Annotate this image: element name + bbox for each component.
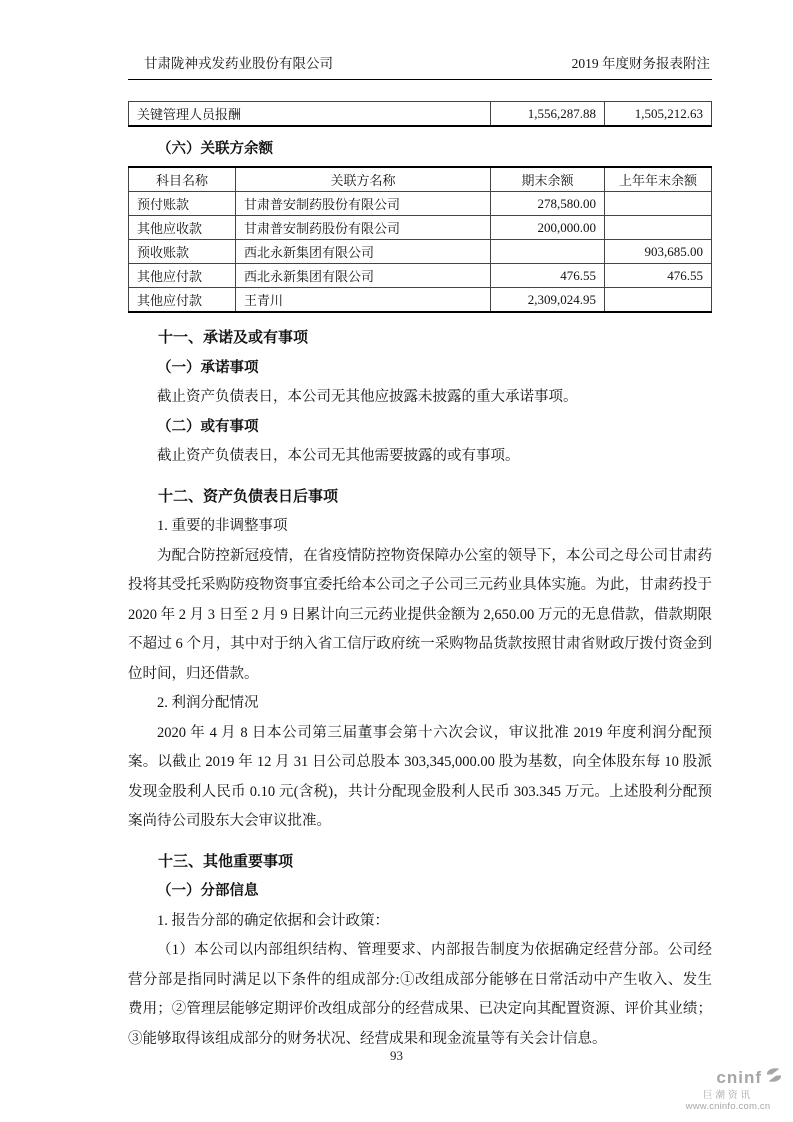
contingencies-subheading: （二）或有事项 xyxy=(157,418,259,435)
cninfo-chinese-name: 巨潮资讯 xyxy=(702,1090,753,1102)
column-header-party: 关联方名称 xyxy=(236,167,491,192)
subject-cell: 预收账款 xyxy=(129,240,236,264)
header-doc-title: 2019 年度财务报表附注 xyxy=(571,56,710,71)
cninfo-logo-top xyxy=(672,1065,784,1090)
non-adjusting-events-paragraph: 为配合防控新冠疫情，在省疫情防控物资保障办公室的领导下，本公司之母公司甘肃药投将其受托采购防疫物资事宜委托给本公司之子公司三元药业具体实施。为此，甘肃药投于 2020 年 2 月 3 日至 2 月 9 日累计向三元药业提供金额为 2,650.00 万元的无息借款，借款期限不超过 6 个月，其中对于纳入省工信厅政府统一采购物品货款按照甘肃省财政厅拨付资金到位时间，归还借款。 xyxy=(128,547,712,682)
table-row xyxy=(129,216,712,240)
section-post-balance-sheet-events xyxy=(128,483,712,837)
page-content xyxy=(128,52,712,1054)
column-header-ending-balance: 期末余额 xyxy=(491,167,605,192)
commitments-paragraph: 截止资产负债表日，本公司无其他应披露未披露的重大承诺事项。 xyxy=(157,389,578,405)
commitments-subheading: （一）承诺事项 xyxy=(157,359,259,376)
ending-balance-cell: 476.55 xyxy=(491,264,605,288)
contingencies-paragraph: 截止资产负债表日，本公司无其他需要披露的或有事项。 xyxy=(157,448,520,464)
page-number: 93 xyxy=(390,1048,403,1063)
prior-balance-cell xyxy=(605,216,712,240)
table-row xyxy=(129,102,712,127)
party-cell: 西北永新集团有限公司 xyxy=(236,240,491,264)
profit-distribution-item: 2. 利润分配情况 xyxy=(157,695,259,711)
non-adjusting-events-item: 1. 重要的非调整事项 xyxy=(157,518,288,534)
cninfo-brand-text: cninf xyxy=(716,1067,762,1087)
column-header-prior-balance: 上年年末余额 xyxy=(605,167,712,192)
subject-cell: 其他应收款 xyxy=(129,216,236,240)
segment-basis-item: 1. 报告分部的确定依据和会计政策： xyxy=(157,912,389,929)
party-cell: 甘肃普安制药股份有限公司 xyxy=(236,216,491,240)
compensation-current-cell: 1,556,287.88 xyxy=(491,102,605,127)
cninfo-logo xyxy=(672,1065,784,1113)
key-management-compensation-table xyxy=(128,101,712,127)
profit-distribution-paragraph: 2020 年 4 月 8 日本公司第三届董事会第十六次会议，审议批准 2019 年度利润分配预案。以截止 2019 年 12 月 31 日公司总股本 303,345,000.00 股为基数，向全体股东每 10 股派发现金股利人民币 0.10 元(含税)，共计分配现金股利人民币 303.345 万元。上述股利分配预案尚待公司股东大会审议批准。 xyxy=(128,724,712,829)
party-cell: 西北永新集团有限公司 xyxy=(236,264,491,288)
segment-basis-paragraph: （1）本公司以内部组织结构、管理要求、内部报告制度为依据确定经营分部。公司经营分部是指同时满足以下条件的组成部分:①改组成部分能够在日常活动中产生收入、发生费用；②管理层能够定期评价改组成部分的经营成果、已决定向其配置资源、评价其业绩；③能够取得该组成部分的财务状况、经营成果和现金流量等有关会计信息。 xyxy=(128,942,712,1047)
compensation-label-cell: 关键管理人员报酬 xyxy=(129,102,491,127)
table-header-row xyxy=(129,167,712,192)
cninfo-swirl-icon xyxy=(764,1065,784,1090)
party-cell: 王青川 xyxy=(236,288,491,313)
section-13-heading: 十三、其他重要事项 xyxy=(158,853,294,870)
table-row xyxy=(129,240,712,264)
table-row xyxy=(129,192,712,216)
compensation-prior-cell: 1,505,212.63 xyxy=(605,102,712,127)
subject-cell: 其他应付款 xyxy=(129,264,236,288)
table-row xyxy=(129,264,712,288)
section-other-important-matters xyxy=(128,848,712,1055)
page-header xyxy=(128,52,712,80)
table-row xyxy=(129,288,712,313)
prior-balance-cell: 476.55 xyxy=(605,264,712,288)
ending-balance-cell: 200,000.00 xyxy=(491,216,605,240)
section-12-heading: 十二、资产负债表日后事项 xyxy=(158,488,339,505)
prior-balance-cell: 903,685.00 xyxy=(605,240,712,264)
segment-info-subheading: （一）分部信息 xyxy=(157,883,259,899)
subject-cell: 预付账款 xyxy=(129,192,236,216)
prior-balance-cell xyxy=(605,192,712,216)
section-11-heading: 十一、承诺及或有事项 xyxy=(158,330,309,346)
ending-balance-cell: 2,309,024.95 xyxy=(491,288,605,313)
party-cell: 甘肃普安制药股份有限公司 xyxy=(236,192,491,216)
section-commitments xyxy=(128,324,712,472)
subject-cell: 其他应付款 xyxy=(129,288,236,313)
ending-balance-cell xyxy=(491,240,605,264)
prior-balance-cell xyxy=(605,288,712,313)
column-header-subject: 科目名称 xyxy=(129,167,236,192)
related-party-balance-table xyxy=(128,166,712,313)
header-company-name: 甘肃陇神戎发药业股份有限公司 xyxy=(144,56,333,71)
ending-balance-cell: 278,580.00 xyxy=(491,192,605,216)
cninfo-url: www.cninfo.com.cn xyxy=(685,1101,771,1113)
related-balance-heading: （六）关联方余额 xyxy=(157,141,273,157)
